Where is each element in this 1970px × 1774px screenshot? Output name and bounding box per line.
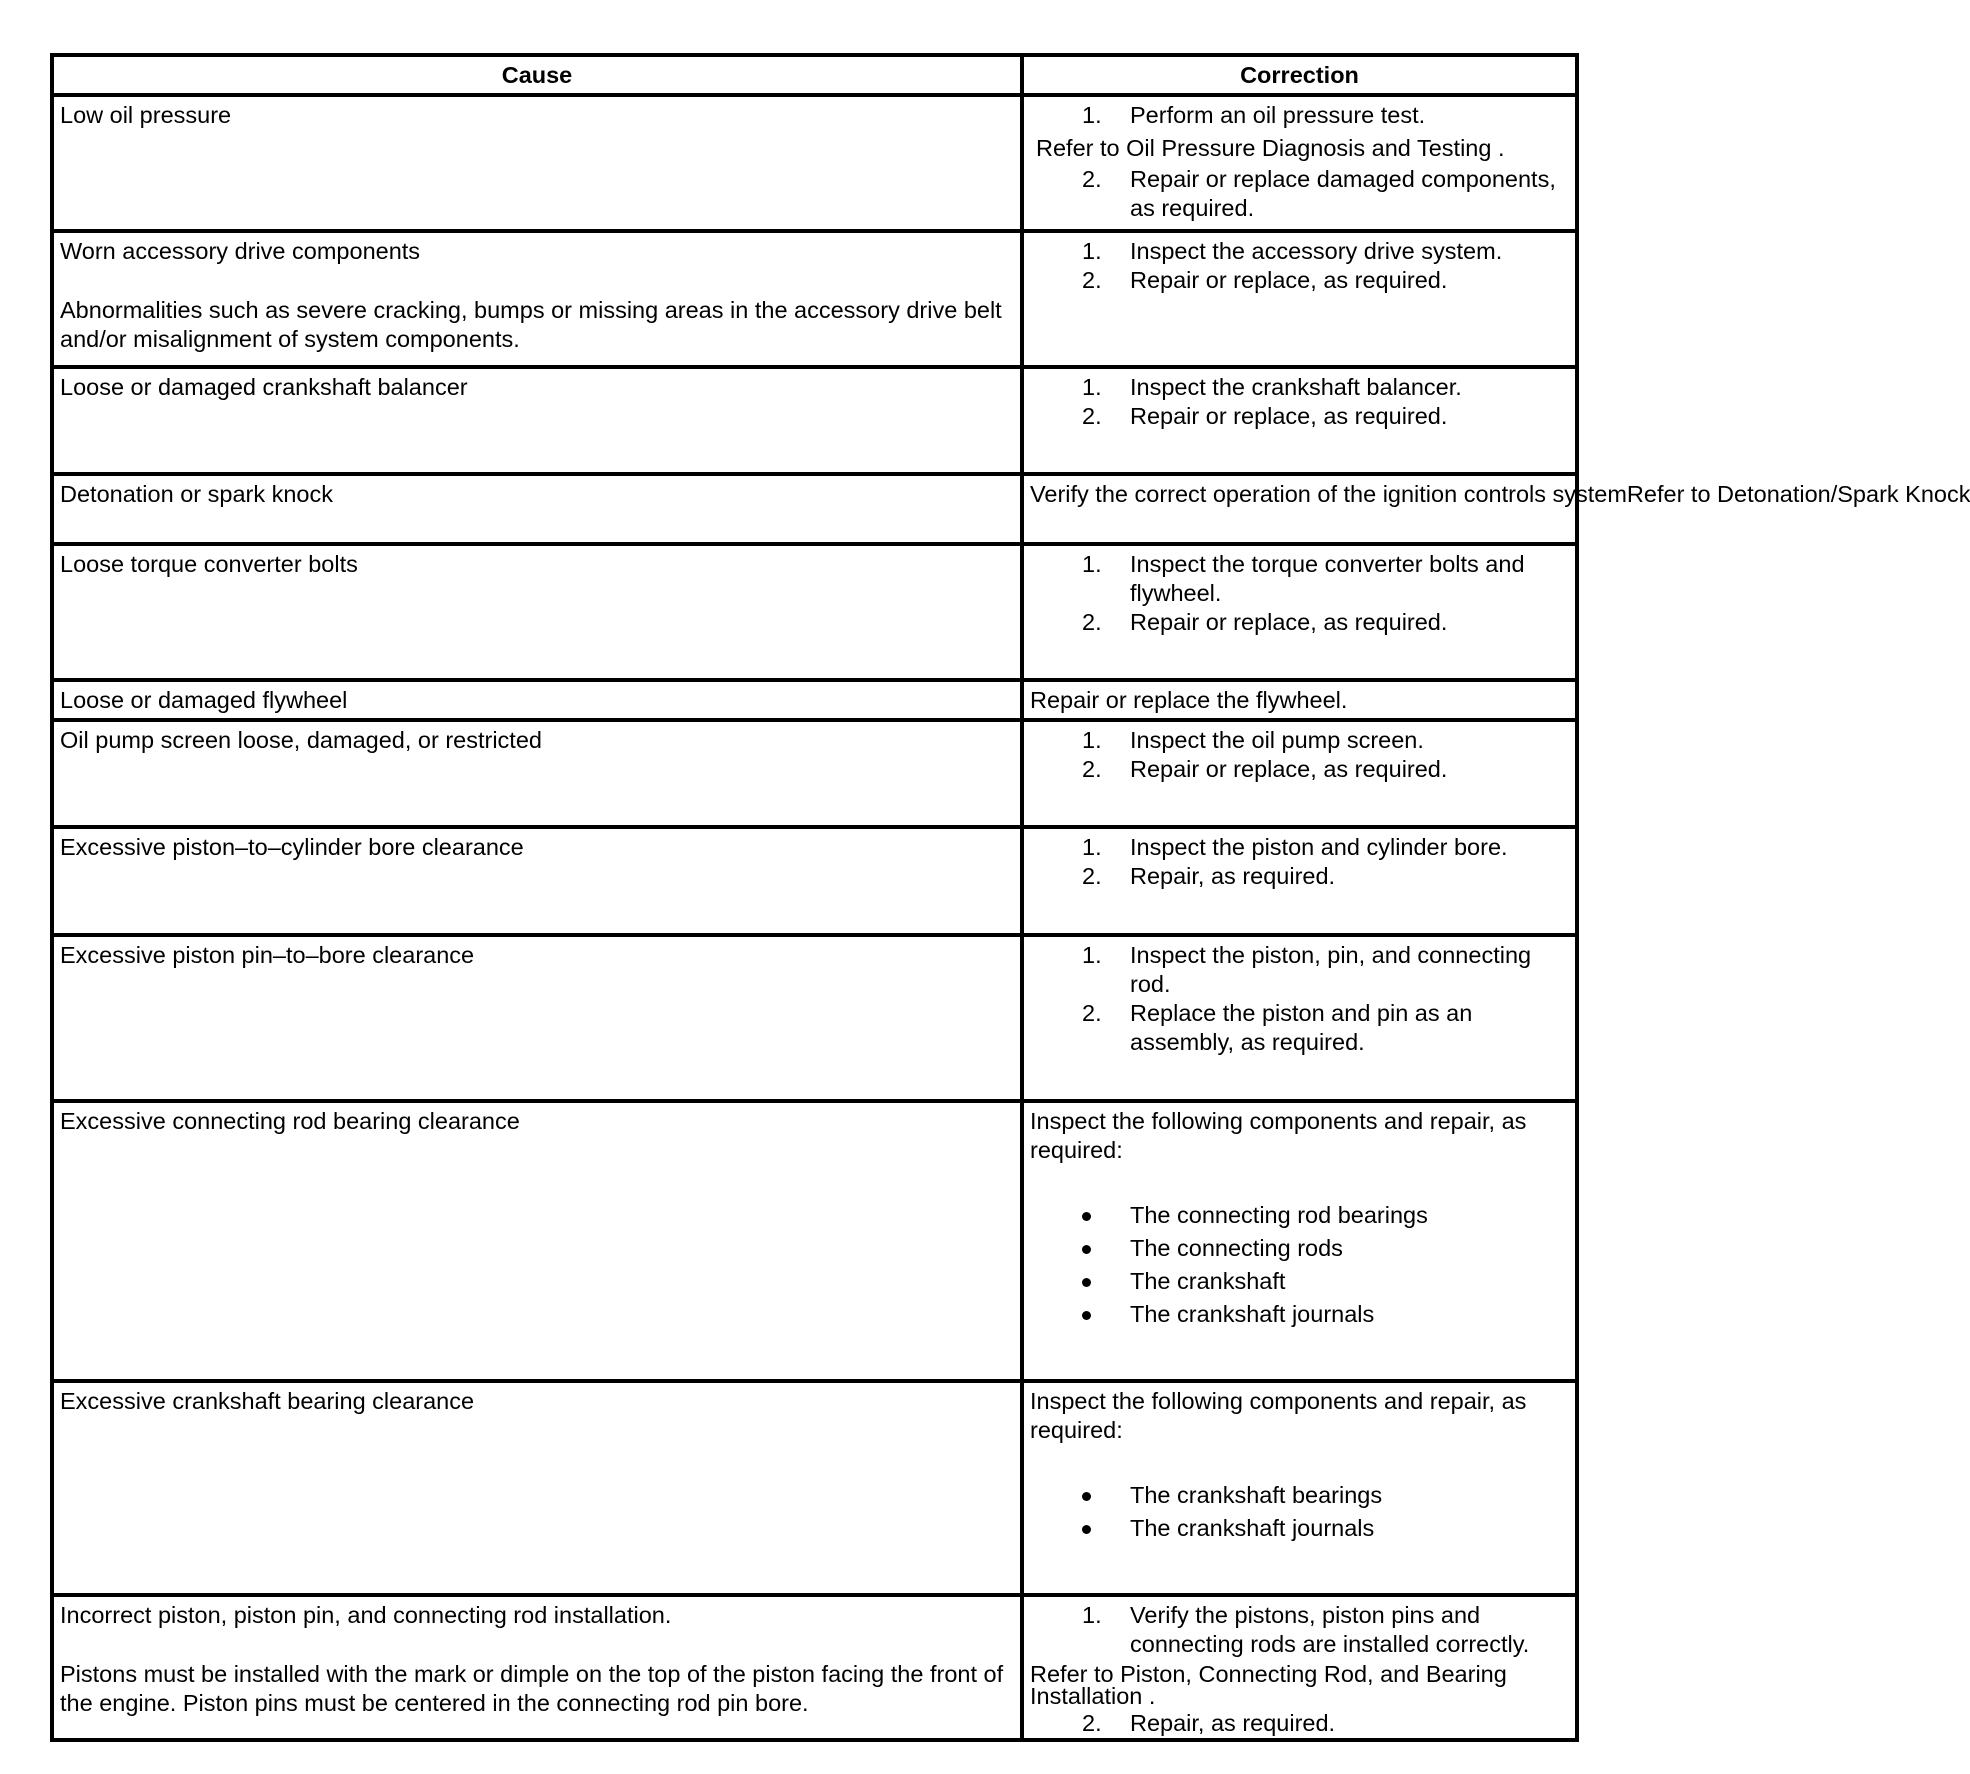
list-item: 1. Inspect the piston and cylinder bore. xyxy=(1082,834,1508,860)
steps-list xyxy=(1030,237,1569,295)
cause-cell: Worn accessory drive components Abnormalities such as severe cracking, bumps or missing areas in the accessory drive belt and/or misalignment of system components. xyxy=(52,231,1022,367)
table-row xyxy=(52,1101,1577,1381)
bullet-list xyxy=(1030,1481,1569,1543)
bullet-icon xyxy=(1082,1245,1091,1254)
list-item: The crankshaft xyxy=(1030,1267,1569,1296)
list-item: The connecting rod bearings xyxy=(1030,1201,1569,1230)
list-item: The crankshaft journals xyxy=(1030,1514,1569,1543)
list-item: 2. Repair, as required. xyxy=(1082,863,1336,889)
bullet-icon xyxy=(1082,1525,1091,1534)
reference-text: Refer to Piston, Connecting Rod, and Bearing Installation . xyxy=(1030,1661,1507,1709)
steps-list xyxy=(1030,833,1569,891)
bullet-icon xyxy=(1082,1311,1091,1320)
steps-list xyxy=(1030,165,1569,223)
reference-text: Refer to Oil Pressure Diagnosis and Testing . xyxy=(1036,135,1505,161)
cause-cell: Incorrect piston, piston pin, and connecting rod installation. Pistons must be installed with the mark or dimple on the top of the piston facing the front of the engine. Piston pins must be centered in the connecting rod pin bore. xyxy=(52,1595,1022,1740)
list-item: 2. Repair, as required. xyxy=(1082,1710,1336,1736)
steps-list xyxy=(1030,1601,1569,1659)
steps-list xyxy=(1030,550,1569,637)
correction-cell xyxy=(1022,367,1577,474)
correction-cell xyxy=(1022,231,1577,367)
steps-list xyxy=(1030,941,1569,1057)
steps-list xyxy=(1030,101,1569,130)
correction-cell xyxy=(1022,935,1577,1101)
diagnosis-table xyxy=(50,53,1970,1742)
table-row xyxy=(52,474,1577,544)
list-item: 1. Verify the pistons, piston pins and connecting rods are installed correctly. xyxy=(1082,1602,1530,1657)
correction-cell: Inspect the following components and repair, as required: The connecting rod bearings The connecting rods The crankshaft The crankshaft journals xyxy=(1022,1101,1577,1381)
bullet-icon xyxy=(1082,1492,1091,1501)
correction-cell xyxy=(1022,95,1577,231)
list-item: 1. Inspect the accessory drive system. xyxy=(1082,238,1503,264)
cause-cell: Loose or damaged crankshaft balancer xyxy=(52,367,1022,474)
list-item: 2. Replace the piston and pin as an assembly, as required. xyxy=(1082,1000,1473,1055)
correction-header: Correction xyxy=(1022,55,1577,95)
cause-cell: Excessive connecting rod bearing clearance xyxy=(52,1101,1022,1381)
cause-cell: Loose or damaged flywheel xyxy=(52,680,1022,720)
steps-list xyxy=(1030,373,1569,431)
bullet-icon xyxy=(1082,1278,1091,1287)
cause-note: Abnormalities such as severe cracking, bumps or missing areas in the accessory drive belt and/or misalignment of system components. xyxy=(60,297,1002,352)
table-row xyxy=(52,544,1577,680)
cause-header: Cause xyxy=(52,55,1022,95)
list-item: 1. Inspect the crankshaft balancer. xyxy=(1082,374,1462,400)
cause-cell: Excessive piston–to–cylinder bore clearance xyxy=(52,827,1022,935)
list-item: 2. Repair or replace, as required. xyxy=(1082,609,1448,635)
table-row xyxy=(52,680,1577,720)
bullet-icon xyxy=(1082,1212,1091,1221)
list-item: 2. Repair or replace, as required. xyxy=(1082,403,1448,429)
table-row xyxy=(52,720,1577,827)
steps-list xyxy=(1030,726,1569,784)
cause-cell: Low oil pressure xyxy=(52,95,1022,231)
table-row xyxy=(52,367,1577,474)
list-item: The crankshaft bearings xyxy=(1030,1481,1569,1510)
cause-cell: Excessive crankshaft bearing clearance xyxy=(52,1381,1022,1595)
list-item: 1. Perform an oil pressure test. xyxy=(1082,102,1426,128)
correction-cell: Verify the correct operation of the ignition controls systemRefer to Detonation/Spark Knock xyxy=(1022,474,1577,544)
table-row xyxy=(52,1381,1577,1595)
list-item: The connecting rods xyxy=(1030,1234,1569,1263)
table-row xyxy=(52,95,1577,231)
cause-note: Pistons must be installed with the mark or dimple on the top of the piston facing the front of the engine. Piston pins must be centered in the connecting rod pin bore. xyxy=(60,1661,1004,1716)
list-item: The crankshaft journals xyxy=(1030,1300,1569,1329)
cause-cell: Loose torque converter bolts xyxy=(52,544,1022,680)
list-item: 1. Inspect the oil pump screen. xyxy=(1082,727,1424,753)
list-item: 2. Repair or replace, as required. xyxy=(1082,267,1448,293)
correction-cell: Inspect the following components and repair, as required: The crankshaft bearings The crankshaft journals xyxy=(1022,1381,1577,1595)
header-row xyxy=(52,55,1577,95)
steps-list xyxy=(1030,1709,1569,1738)
correction-cell: Repair or replace the flywheel. xyxy=(1022,680,1577,720)
list-item: 2. Repair or replace damaged components, as required. xyxy=(1082,166,1556,221)
table-row xyxy=(52,935,1577,1101)
list-item: 1. Inspect the torque converter bolts and flywheel. xyxy=(1082,551,1525,606)
table-row xyxy=(52,231,1577,367)
list-item: 1. Inspect the piston, pin, and connecting rod. xyxy=(1082,942,1532,997)
correction-cell xyxy=(1022,544,1577,680)
bullet-list xyxy=(1030,1201,1569,1329)
correction-cell xyxy=(1022,720,1577,827)
correction-cell xyxy=(1022,1595,1577,1740)
cause-cell: Excessive piston pin–to–bore clearance xyxy=(52,935,1022,1101)
table-row xyxy=(52,1595,1577,1740)
cause-cell: Detonation or spark knock xyxy=(52,474,1022,544)
cause-cell: Oil pump screen loose, damaged, or restricted xyxy=(52,720,1022,827)
correction-cell xyxy=(1022,827,1577,935)
table-row xyxy=(52,827,1577,935)
list-item: 2. Repair or replace, as required. xyxy=(1082,756,1448,782)
